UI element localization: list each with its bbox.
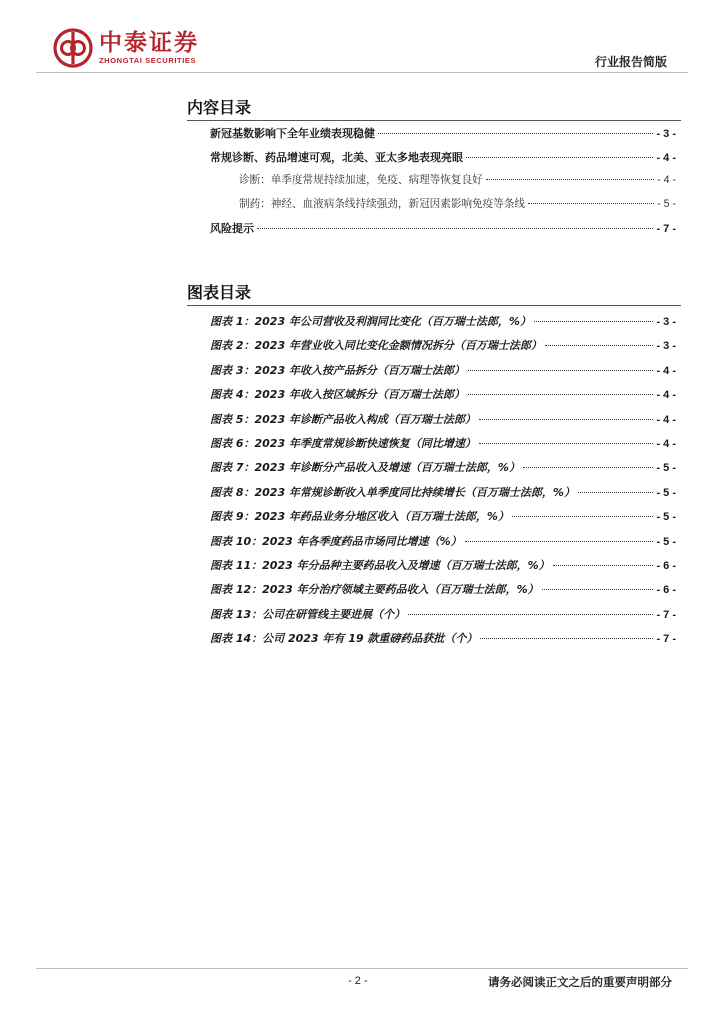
toc-entry-title: 风险提示	[210, 221, 254, 235]
figure-entry-title: 图表 4：2023 年收入按区域拆分（百万瑞士法郎）	[210, 388, 465, 402]
document-type-label: 行业报告简版	[594, 55, 667, 69]
figure-entry-title: 图表 3：2023 年收入按产品拆分（百万瑞士法郎）	[210, 363, 465, 377]
figure-entry-title: 图表 10：2023 年各季度药品市场同比增速（%）	[210, 534, 462, 548]
figure-entry-title: 图表 8：2023 年常规诊断收入单季度同比持续增长（百万瑞士法郎，%）	[210, 485, 575, 499]
figure-entry-page: - 4 -	[656, 437, 676, 450]
toc-entry-page: - 4 -	[656, 151, 676, 164]
figure-entry-page: - 5 -	[656, 511, 676, 524]
dot-leader	[466, 157, 653, 158]
figure-entry-title: 图表 6：2023 年季度常规诊断快速恢复（同比增速）	[210, 436, 476, 450]
figure-entry-title: 图表 12：2023 年分治疗领域主要药品收入（百万瑞士法郎，%）	[210, 583, 539, 597]
figure-entry[interactable]	[210, 533, 676, 557]
dot-leader	[512, 516, 653, 517]
dot-leader	[468, 394, 654, 395]
contents-title-rule	[187, 120, 681, 121]
dot-leader	[542, 589, 654, 590]
page-number: - 2 -	[348, 975, 368, 987]
figure-entry-page: - 7 -	[656, 633, 676, 646]
toc-entry-page: - 3 -	[656, 128, 676, 140]
dot-leader	[479, 419, 654, 420]
logo-english-name: ZHONGTAI SECURITIES	[99, 56, 197, 65]
figure-entry-title: 图表 2：2023 年营业收入同比变化金额情况拆分（百万瑞士法郎）	[210, 339, 542, 353]
figure-entry-page: - 3 -	[656, 316, 676, 328]
figure-entry-page: - 3 -	[656, 340, 676, 353]
figure-entry-title: 图表 9：2023 年药品业务分地区收入（百万瑞士法郎，%）	[210, 510, 509, 524]
figure-entry[interactable]	[210, 386, 676, 410]
figure-entry[interactable]	[210, 313, 676, 337]
dot-leader	[465, 541, 654, 542]
dot-leader	[523, 467, 653, 468]
contents-title: 内容目录	[187, 98, 252, 117]
figure-entry[interactable]	[210, 606, 676, 630]
figure-entry-page: - 4 -	[656, 364, 676, 377]
toc-entry-title: 常规诊断、药品增速可观，北美、亚太多地表现亮眼	[210, 150, 463, 164]
figure-entry-title: 图表 1：2023 年公司营收及利润同比变化（百万瑞士法郎，%）	[210, 315, 531, 328]
toc-entry[interactable]	[210, 220, 676, 244]
toc-subentry[interactable]	[210, 172, 676, 196]
dot-leader	[486, 179, 655, 180]
dot-leader	[408, 614, 653, 615]
dot-leader	[378, 133, 653, 134]
contents-list	[210, 125, 676, 243]
logo-chinese-name: 中泰证券	[99, 30, 199, 56]
figures-list	[210, 313, 676, 654]
company-logo	[53, 28, 199, 68]
zhongtai-logo-icon	[53, 28, 93, 68]
figure-entry[interactable]	[210, 508, 676, 532]
toc-entry-page: - 5 -	[657, 198, 676, 211]
toc-entry-page: - 4 -	[657, 174, 676, 187]
figure-entry-page: - 7 -	[656, 608, 676, 621]
page-header	[0, 0, 724, 80]
figure-entry[interactable]	[210, 484, 676, 508]
figure-entry[interactable]	[210, 581, 676, 605]
figure-entry[interactable]	[210, 435, 676, 459]
toc-entry-title: 制药：神经、血液病条线持续强劲，新冠因素影响免疫等条线	[239, 198, 526, 211]
dot-leader	[553, 565, 654, 566]
figure-entry-title: 图表 5：2023 年诊断产品收入构成（百万瑞士法郎）	[210, 412, 476, 426]
dot-leader	[545, 345, 654, 346]
dot-leader	[578, 492, 653, 493]
figure-entry-page: - 6 -	[656, 584, 676, 597]
figure-entry[interactable]	[210, 459, 676, 483]
figure-entry[interactable]	[210, 337, 676, 361]
figure-entry[interactable]	[210, 557, 676, 581]
toc-entry[interactable]	[210, 125, 676, 149]
toc-entry-title: 新冠基数影响下全年业绩表现稳健	[210, 127, 375, 140]
dot-leader	[528, 203, 654, 204]
toc-subentry[interactable]	[210, 196, 676, 220]
figure-entry-page: - 4 -	[656, 389, 676, 402]
figure-entry-page: - 5 -	[656, 462, 676, 475]
figure-entry-page: - 4 -	[656, 413, 676, 426]
figure-entry-title: 图表 14：公司 2023 年有 19 款重磅药品获批（个）	[210, 632, 478, 646]
figure-entry-page: - 6 -	[656, 559, 676, 572]
figure-entry[interactable]	[210, 630, 676, 654]
dot-leader	[480, 638, 653, 639]
figures-title-rule	[187, 305, 681, 306]
dot-leader	[468, 370, 654, 371]
figure-entry-title: 图表 7：2023 年诊断分产品收入及增速（百万瑞士法郎，%）	[210, 461, 520, 475]
figures-title: 图表目录	[187, 283, 252, 302]
footer-divider	[36, 968, 688, 969]
dot-leader	[534, 321, 653, 322]
figure-entry-page: - 5 -	[656, 486, 676, 499]
header-divider	[36, 72, 688, 73]
dot-leader	[479, 443, 654, 444]
figure-entry[interactable]	[210, 411, 676, 435]
figure-entry-page: - 5 -	[656, 535, 676, 548]
figure-entry-title: 图表 13：公司在研管线主要进展（个）	[210, 607, 406, 621]
toc-entry-title: 诊断：单季度常规持续加速，免疫、病理等恢复良好	[239, 174, 483, 187]
figure-entry[interactable]	[210, 362, 676, 386]
toc-entry[interactable]	[210, 149, 676, 173]
disclaimer-note: 请务必阅读正文之后的重要声明部分	[488, 975, 672, 989]
toc-entry-page: - 7 -	[656, 222, 676, 235]
figure-entry-title: 图表 11：2023 年分品种主要药品收入及增速（百万瑞士法郎，%）	[210, 558, 550, 572]
dot-leader	[257, 228, 653, 229]
